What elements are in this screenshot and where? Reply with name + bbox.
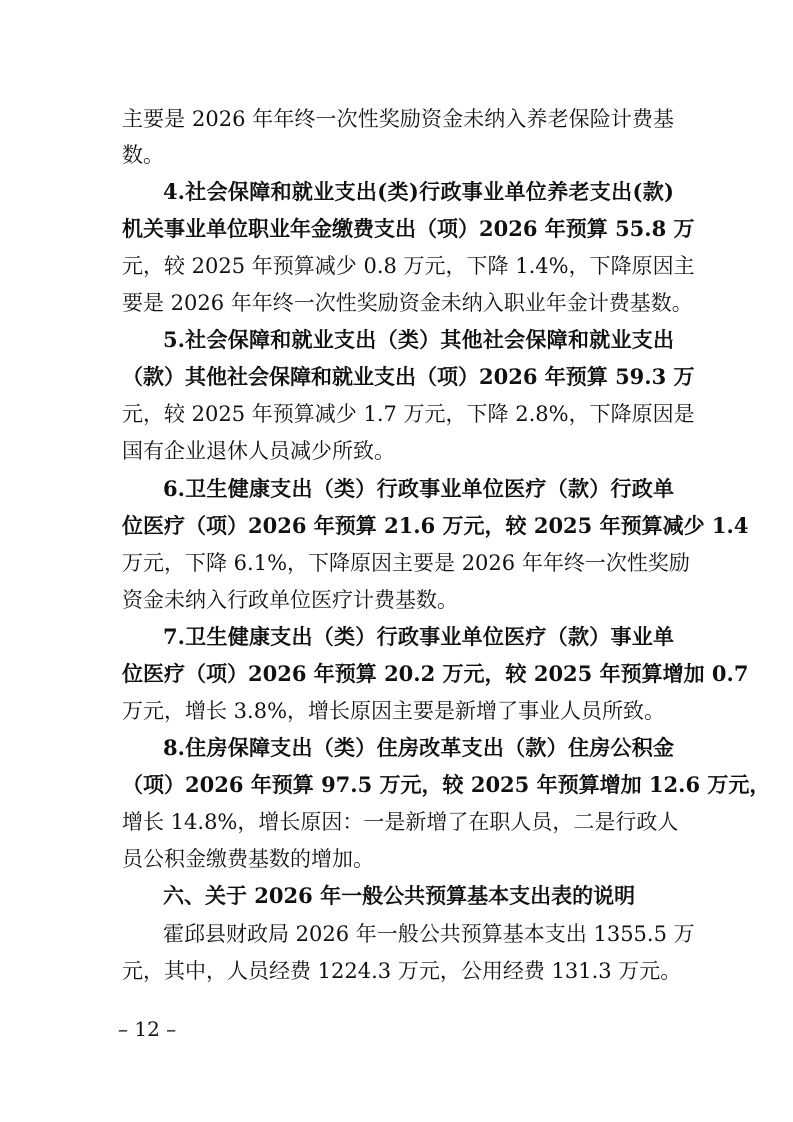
paragraph-line: 万元，下降 6.1%，下降原因主要是 2026 年年终一次性奖励 [122,551,690,575]
section-heading-line: 6.卫生健康支出（类）行政事业单位医疗（款）行政单 [163,476,674,501]
paragraph-line: 元，其中，人员经费 1224.3 万元，公用经费 131.3 万元。 [122,959,682,983]
paragraph-line: 主要是 2026 年年终一次性奖励资金未纳入养老保险计费基 [122,107,674,131]
section-heading-line: 4.社会保障和就业支出(类)行政事业单位养老支出(款) [163,179,674,204]
section-heading-line: 机关事业单位职业年金缴费支出（项）2026 年预算 55.8 万 [122,216,695,241]
section-heading-line: 8.住房保障支出（类）住房改革支出（款）住房公积金 [163,735,674,760]
paragraph-line: 数。 [122,143,164,167]
paragraph-line: 霍邱县财政局 2026 年一般公共预算基本支出 1355.5 万 [163,922,695,946]
section-heading-line: 位医疗（项）2026 年预算 21.6 万元，较 2025 年预算减少 1.4 [122,513,749,538]
paragraph-line: 资金未纳入行政单位医疗计费基数。 [122,588,458,612]
section-heading-line: （款）其他社会保障和就业支出（项）2026 年预算 59.3 万 [122,364,695,389]
section-heading-line: 5.社会保障和就业支出（类）其他社会保障和就业支出 [163,327,674,352]
section-title: 六、关于 2026 年一般公共预算基本支出表的说明 [163,883,636,908]
paragraph-line: 要是 2026 年年终一次性奖励资金未纳入职业年金计费基数。 [122,291,693,315]
section-heading-line: 位医疗（项）2026 年预算 20.2 万元，较 2025 年预算增加 0.7 [122,661,749,686]
paragraph-line: 万元，增长 3.8%，增长原因主要是新增了事业人员所致。 [122,699,666,723]
paragraph-line: 元，较 2025 年预算减少 0.8 万元，下降 1.4%，下降原因主 [122,254,695,278]
paragraph-line: 国有企业退休人员减少所致。 [122,439,395,463]
paragraph-line: 员公积金缴费基数的增加。 [122,847,374,871]
section-heading-line: （项）2026 年预算 97.5 万元，较 2025 年预算增加 12.6 万元， [122,772,771,797]
page-number: – 12 – [118,1017,177,1041]
section-heading-line: 7.卫生健康支出（类）行政事业单位医疗（款）事业单 [163,624,674,649]
paragraph-line: 增长 14.8%，增长原因：一是新增了在职人员，二是行政人 [122,810,679,834]
paragraph-line: 元，较 2025 年预算减少 1.7 万元，下降 2.8%，下降原因是 [122,402,695,426]
